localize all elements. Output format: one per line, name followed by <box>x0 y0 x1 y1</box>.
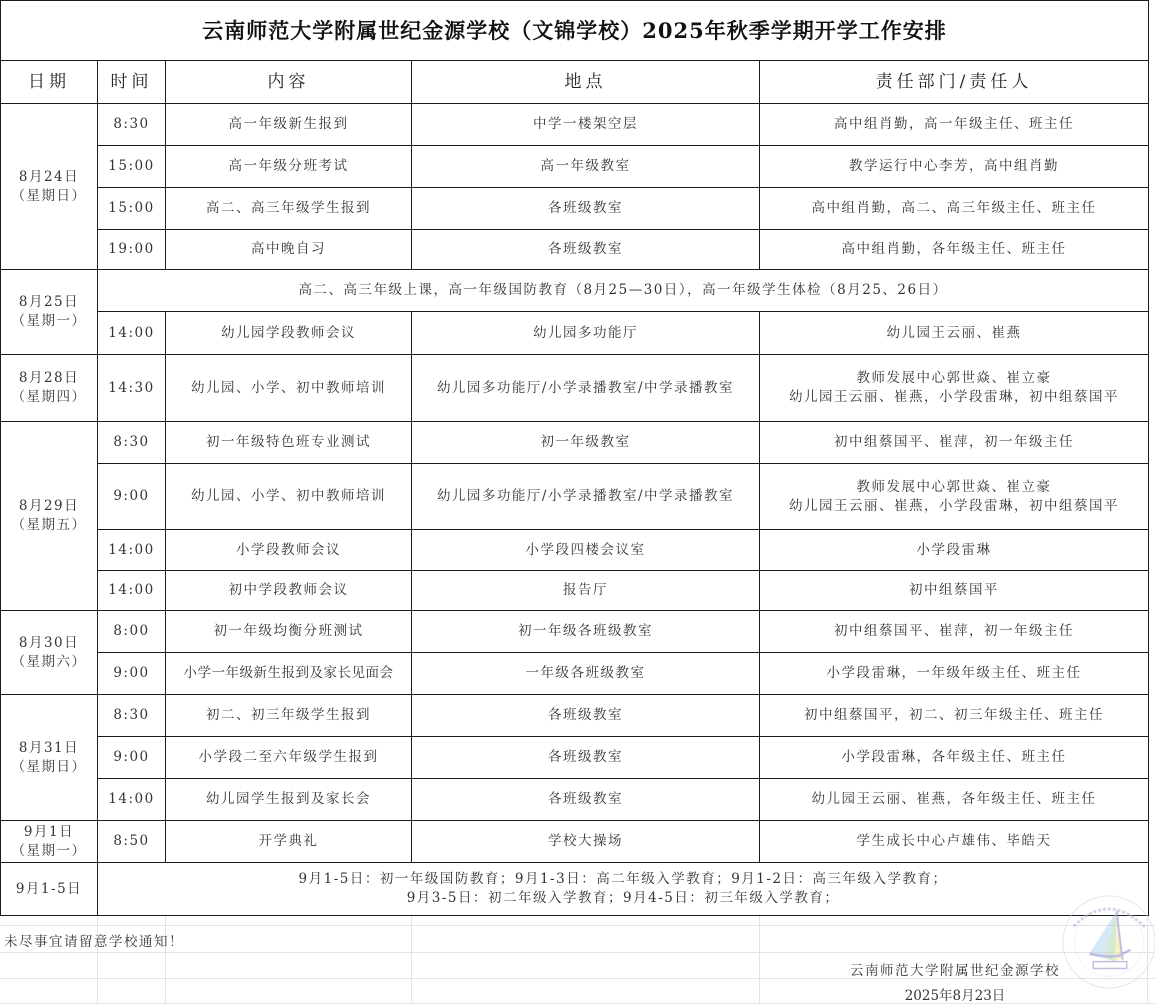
responsible-line: 幼儿园王云丽、崔燕，小学段雷琳，初中组蔡国平 <box>789 389 1120 405</box>
time-cell: 14:30 <box>98 355 166 422</box>
content-cell: 初一年级均衡分班测试 <box>166 611 412 653</box>
content-cell: 幼儿园学生报到及家长会 <box>166 779 412 821</box>
weekday-text: （星期五） <box>11 517 87 533</box>
content-cell: 小学一年级新生报到及家长见面会 <box>166 653 412 695</box>
content-cell: 初二、初三年级学生报到 <box>166 695 412 737</box>
banner-cell <box>98 863 1149 916</box>
time-cell: 9:00 <box>98 737 166 779</box>
responsible-cell <box>760 355 1149 422</box>
time-cell: 15:00 <box>98 146 166 188</box>
location-cell: 学校大操场 <box>412 821 760 863</box>
location-cell: 幼儿园多功能厅/小学录播教室/中学录播教室 <box>412 355 760 422</box>
table-row <box>1 863 1149 916</box>
table-row <box>1 695 1149 737</box>
time-cell: 14:00 <box>98 779 166 821</box>
responsible-cell: 学生成长中心卢雄伟、毕皓天 <box>760 821 1149 863</box>
weekday-text: （星期四） <box>11 389 87 405</box>
time-cell: 8:00 <box>98 611 166 653</box>
location-cell: 报告厅 <box>412 571 760 611</box>
date-text: 8月30日 <box>18 634 80 651</box>
responsible-cell: 初中组蔡国平，初二、初三年级主任、班主任 <box>760 695 1149 737</box>
header-content: 内容 <box>166 61 412 104</box>
time-cell: 8:30 <box>98 695 166 737</box>
location-cell: 各班级教室 <box>412 188 760 230</box>
banner-line: 9月3-5日：初二年级入学教育；9月4-5日：初三年级入学教育； <box>406 890 840 906</box>
content-cell: 幼儿园学段教师会议 <box>166 312 412 355</box>
location-cell: 各班级教室 <box>412 230 760 270</box>
location-cell: 幼儿园多功能厅/小学录播教室/中学录播教室 <box>412 464 760 530</box>
page-title: 云南师范大学附属世纪金源学校（文锦学校）2025年秋季学期开学工作安排 <box>1 1 1149 61</box>
responsible-cell: 高中组肖勤，高一年级主任、班主任 <box>760 104 1149 146</box>
responsible-line: 幼儿园王云丽、崔燕，小学段雷琳，初中组蔡国平 <box>789 497 1120 514</box>
table-row <box>1 737 1149 779</box>
weekday-text: （星期六） <box>11 653 87 670</box>
content-cell: 小学段教师会议 <box>166 530 412 571</box>
location-cell: 各班级教室 <box>412 737 760 779</box>
date-cell <box>1 695 98 821</box>
header-time: 时间 <box>98 61 166 104</box>
content-cell: 初中学段教师会议 <box>166 571 412 611</box>
table-row <box>1 530 1149 571</box>
gridline <box>0 952 1155 953</box>
table-row <box>1 104 1149 146</box>
banner-line: 9月1-5日：初一年级国防教育；9月1-3日：高二年级入学教育；9月1-2日：高三年级入学教育； <box>298 871 948 887</box>
date-cell <box>1 270 98 355</box>
content-cell: 小学段二至六年级学生报到 <box>166 737 412 779</box>
location-cell: 初一年级各班级教室 <box>412 611 760 653</box>
weekday-text: （星期一） <box>11 842 87 859</box>
table-row <box>1 270 1149 312</box>
time-cell: 14:00 <box>98 312 166 355</box>
table-row <box>1 779 1149 821</box>
responsible-cell: 初中组蔡国平 <box>760 571 1149 611</box>
date-cell <box>1 821 98 863</box>
banner-cell: 高二、高三年级上课，高一年级国防教育（8月25—30日），高一年级学生体检（8月25、26日） <box>98 270 1149 312</box>
table-row <box>1 571 1149 611</box>
location-cell: 初一年级教室 <box>412 422 760 464</box>
time-cell: 14:00 <box>98 530 166 571</box>
content-cell: 高一年级新生报到 <box>166 104 412 146</box>
time-cell: 8:50 <box>98 821 166 863</box>
responsible-cell: 初中组蔡国平、崔萍，初一年级主任 <box>760 611 1149 653</box>
time-cell: 15:00 <box>98 188 166 230</box>
responsible-cell: 幼儿园王云丽、崔燕，各年级主任、班主任 <box>760 779 1149 821</box>
location-cell: 小学段四楼会议室 <box>412 530 760 571</box>
time-cell: 14:00 <box>98 571 166 611</box>
time-cell: 9:00 <box>98 464 166 530</box>
header-date: 日期 <box>1 61 98 104</box>
responsible-cell: 小学段雷琳，各年级主任、班主任 <box>760 737 1149 779</box>
content-cell: 开学典礼 <box>166 821 412 863</box>
footer-note: 未尽事宜请留意学校通知！ <box>4 934 184 950</box>
header-location: 地点 <box>412 61 760 104</box>
date-text: 8月28日 <box>18 370 80 386</box>
responsible-cell: 高中组肖勤，高二、高三年级主任、班主任 <box>760 188 1149 230</box>
content-cell: 初一年级特色班专业测试 <box>166 422 412 464</box>
table-row <box>1 422 1149 464</box>
content-cell: 高二、高三年级学生报到 <box>166 188 412 230</box>
location-cell: 幼儿园多功能厅 <box>412 312 760 355</box>
time-cell: 8:30 <box>98 104 166 146</box>
weekday-text: （星期日） <box>11 187 87 204</box>
responsible-cell: 小学段雷琳 <box>760 530 1149 571</box>
responsible-cell: 小学段雷琳，一年级年级主任、班主任 <box>760 653 1149 695</box>
responsible-cell: 幼儿园王云丽、崔燕 <box>760 312 1149 355</box>
school-seal-icon <box>1060 893 1155 991</box>
date-text: 8月24日 <box>18 168 80 185</box>
table-row <box>1 230 1149 270</box>
weekday-text: （星期日） <box>11 758 87 775</box>
table-row <box>1 312 1149 355</box>
table-row <box>1 464 1149 530</box>
date-cell <box>1 104 98 270</box>
location-cell: 各班级教室 <box>412 779 760 821</box>
table-row <box>1 611 1149 653</box>
footer-date: 2025年8月23日 <box>904 988 1006 1004</box>
location-cell: 高一年级教室 <box>412 146 760 188</box>
content-cell: 高一年级分班考试 <box>166 146 412 188</box>
footer-school-name: 云南师范大学附属世纪金源学校 <box>850 963 1060 979</box>
gridline <box>0 925 1155 926</box>
date-text: 8月31日 <box>18 739 80 756</box>
location-cell: 中学一楼架空层 <box>412 104 760 146</box>
date-cell <box>1 422 98 611</box>
time-cell: 9:00 <box>98 653 166 695</box>
table-row <box>1 653 1149 695</box>
date-cell <box>1 355 98 422</box>
header-responsible: 责任部门/责任人 <box>760 61 1149 104</box>
table-row <box>1 355 1149 422</box>
time-cell: 8:30 <box>98 422 166 464</box>
location-cell: 一年级各班级教室 <box>412 653 760 695</box>
responsible-cell: 高中组肖勤，各年级主任、班主任 <box>760 230 1149 270</box>
date-cell <box>1 611 98 695</box>
responsible-cell <box>760 464 1149 530</box>
responsible-line: 教师发展中心郭世焱、崔立豪 <box>856 478 1052 495</box>
responsible-line: 教师发展中心郭世焱、崔立豪 <box>856 370 1052 386</box>
content-cell: 幼儿园、小学、初中教师培训 <box>166 355 412 422</box>
table-row <box>1 821 1149 863</box>
content-cell: 高中晚自习 <box>166 230 412 270</box>
time-cell: 19:00 <box>98 230 166 270</box>
date-text: 8月25日 <box>18 294 80 310</box>
responsible-cell: 初中组蔡国平、崔萍，初一年级主任 <box>760 422 1149 464</box>
table-row <box>1 146 1149 188</box>
date-text: 9月1日 <box>23 823 75 840</box>
location-cell: 各班级教室 <box>412 695 760 737</box>
date-text: 8月29日 <box>18 498 80 514</box>
date-cell: 9月1-5日 <box>1 863 98 916</box>
responsible-cell: 教学运行中心李芳，高中组肖勤 <box>760 146 1149 188</box>
content-cell: 幼儿园、小学、初中教师培训 <box>166 464 412 530</box>
table-row <box>1 188 1149 230</box>
weekday-text: （星期一） <box>11 313 87 329</box>
